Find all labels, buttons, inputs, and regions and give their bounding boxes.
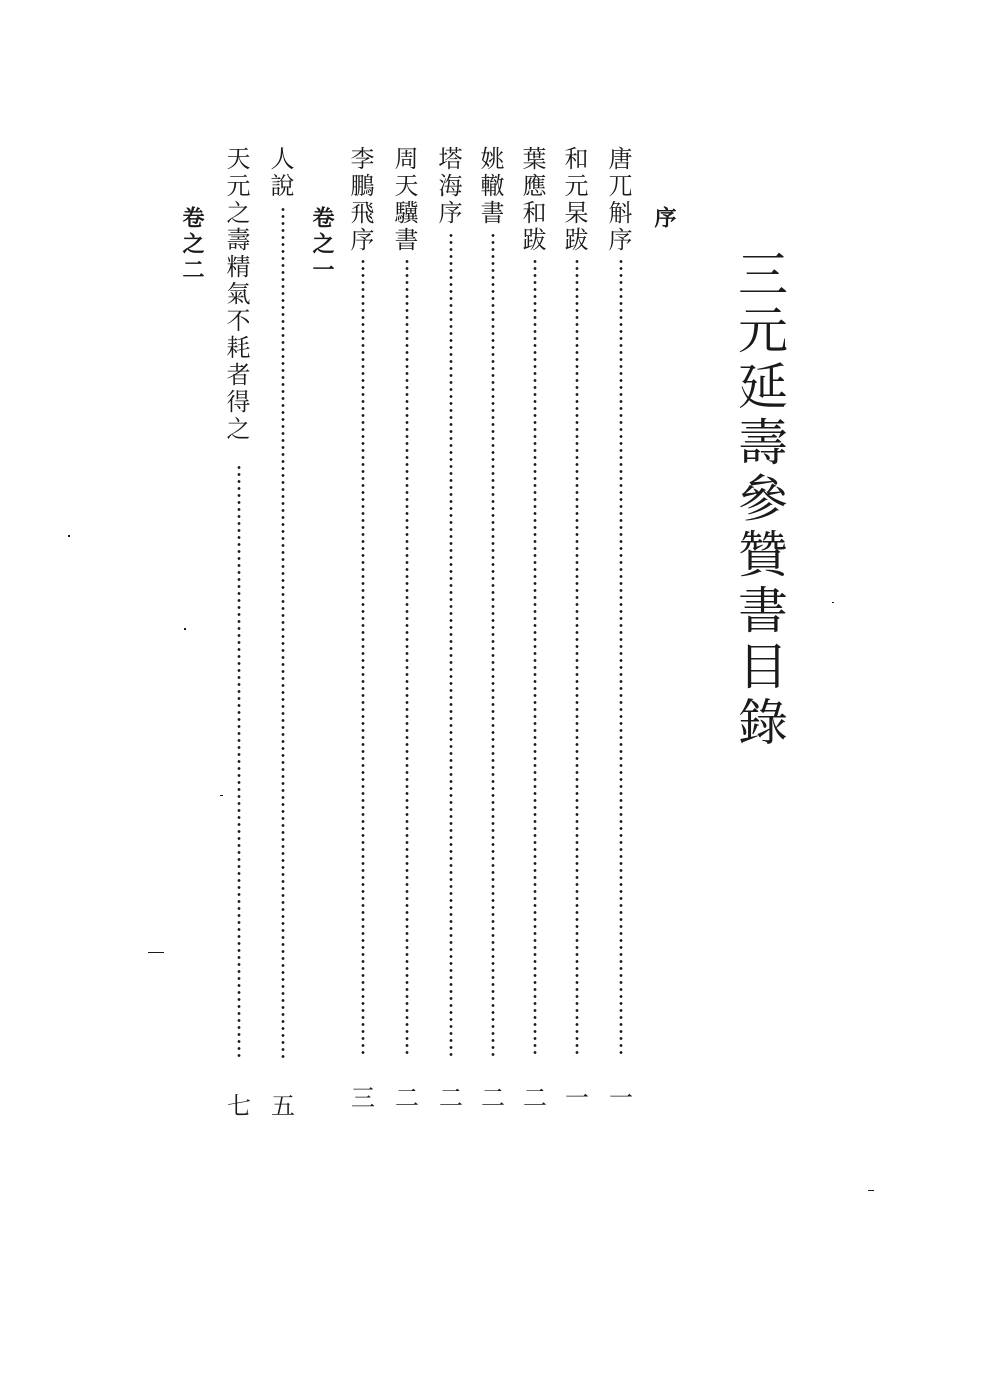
scan-mark — [868, 1190, 874, 1191]
document-title: 三元延壽參贊書目錄 — [730, 248, 788, 752]
toc-entry-title: 葉應和跋 — [518, 146, 546, 254]
toc-entry-title: 李鵬飛序 — [346, 146, 374, 254]
toc-entry-page: 二 — [523, 1084, 547, 1112]
toc-entry — [222, 146, 254, 1120]
toc-entry — [392, 146, 422, 1116]
toc-entry-title: 和元杲跋 — [560, 146, 588, 254]
dot-leader — [361, 258, 365, 1058]
toc-entry — [520, 146, 550, 1116]
dot-leader — [405, 258, 409, 1058]
toc-entry-title: 天元之壽精氣不耗者得之 — [222, 146, 250, 443]
dot-leader — [237, 464, 241, 1058]
dot-leader — [619, 258, 623, 1058]
toc-entry — [562, 146, 592, 1116]
dot-leader — [533, 258, 537, 1058]
dot-leader — [281, 206, 285, 1058]
toc-entry — [266, 146, 298, 1120]
dot-leader — [491, 232, 495, 1058]
toc-entry-page: 二 — [439, 1084, 463, 1112]
toc-entry-title: 人說 — [266, 146, 294, 200]
toc-entry-title: 姚轍書 — [476, 146, 504, 227]
scan-mark — [184, 628, 186, 630]
section-volume2-heading: 卷之二 — [179, 206, 204, 284]
section-volume1-heading: 卷之一 — [309, 206, 334, 284]
toc-entry-title: 唐兀斛序 — [604, 146, 632, 254]
dot-leader — [449, 232, 453, 1058]
toc-entry-title: 塔海序 — [434, 146, 462, 227]
toc-entry-page: 七 — [227, 1092, 251, 1120]
toc-entry-page: 一 — [609, 1084, 633, 1112]
section-preface-heading: 序 — [651, 206, 676, 232]
scan-mark — [220, 795, 223, 796]
toc-entry — [478, 146, 508, 1116]
dot-leader — [575, 258, 579, 1058]
toc-entry-page: 二 — [395, 1084, 419, 1112]
scan-mark — [68, 535, 70, 537]
scan-mark — [148, 952, 164, 953]
toc-entry-title: 周天驥書 — [390, 146, 418, 254]
toc-entry-page: 二 — [481, 1084, 505, 1112]
scan-mark — [832, 602, 834, 603]
toc-entry-page: 三 — [351, 1084, 375, 1112]
toc-entry — [606, 146, 636, 1116]
toc-entry-page: 一 — [565, 1084, 589, 1112]
toc-entry — [348, 146, 378, 1116]
toc-entry — [436, 146, 466, 1116]
toc-entry-page: 五 — [271, 1092, 295, 1120]
